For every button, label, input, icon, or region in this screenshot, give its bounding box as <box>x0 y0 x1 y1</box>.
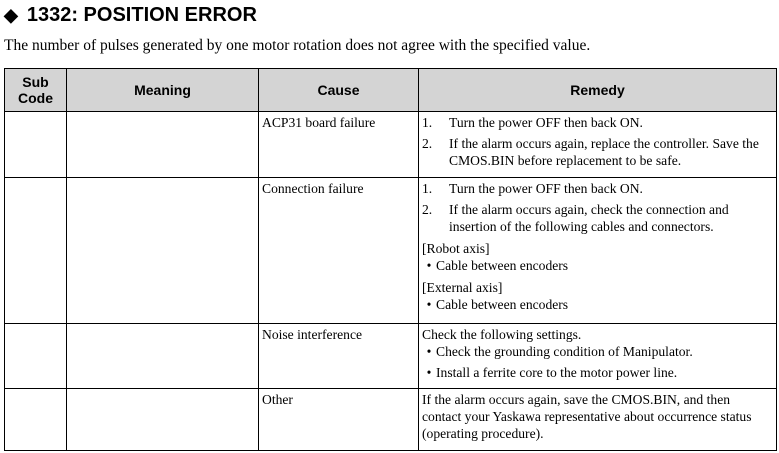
step-text: If the alarm occurs again, check the connection and insertion of the following cables and connectors. <box>449 202 729 234</box>
bullet-list <box>422 296 772 313</box>
bullet-list <box>422 257 772 274</box>
bullet-item <box>422 257 772 274</box>
bullet-text: Cable between encoders <box>436 258 569 273</box>
cause-cell: Noise interference <box>259 324 419 389</box>
header-cause: Cause <box>259 69 419 112</box>
table-row <box>5 389 777 451</box>
table-row <box>5 324 777 389</box>
group-label: [External axis] <box>422 280 503 295</box>
remedy-step <box>422 180 772 197</box>
bullet-icon: • <box>426 258 432 273</box>
meaning-cell <box>67 324 259 389</box>
cause-cell: Other <box>259 389 419 451</box>
step-number: 2. <box>422 136 433 151</box>
bullet-list <box>422 343 772 381</box>
meaning-cell <box>67 112 259 178</box>
table-row <box>5 178 777 324</box>
header-sub-code <box>5 69 67 112</box>
sub-code-cell <box>5 389 67 451</box>
sub-code-cell <box>5 112 67 178</box>
step-number: 1. <box>422 115 433 130</box>
external-axis-group <box>422 279 772 313</box>
cause-cell: ACP31 board failure <box>259 112 419 178</box>
meaning-cell <box>67 389 259 451</box>
remedy-steps <box>422 180 772 235</box>
bullet-item <box>422 296 772 313</box>
header-sub-code-line1: Sub <box>22 74 49 90</box>
bullet-text: Install a ferrite core to the motor power line. <box>436 365 678 380</box>
step-number: 1. <box>422 181 433 196</box>
bullet-item <box>422 364 772 381</box>
bullet-item <box>422 343 772 360</box>
header-sub-code-line2: Code <box>18 90 53 106</box>
title-text: 1332: POSITION ERROR <box>26 3 257 26</box>
header-meaning: Meaning <box>67 69 259 112</box>
bullet-icon: • <box>426 297 432 312</box>
step-text: Turn the power OFF then back ON. <box>449 115 643 130</box>
table-row <box>5 112 777 178</box>
group-label: [Robot axis] <box>422 241 490 256</box>
remedy-text: If the alarm occurs again, save the CMOS.BIN, and then contact your Yaskawa representative about occurrence status (operating procedure). <box>422 392 752 441</box>
remedy-step <box>422 135 772 169</box>
meaning-cell <box>67 178 259 324</box>
remedy-step <box>422 201 772 235</box>
remedy-intro: Check the following settings. <box>422 327 582 342</box>
step-text: Turn the power OFF then back ON. <box>449 181 643 196</box>
remedy-cell <box>419 324 777 389</box>
step-number: 2. <box>422 202 433 217</box>
alarm-table <box>4 68 777 451</box>
header-remedy: Remedy <box>419 69 777 112</box>
diamond-bullet-icon: ◆ <box>4 4 18 25</box>
cause-cell: Connection failure <box>259 178 419 324</box>
remedy-cell <box>419 389 777 451</box>
sub-code-cell <box>5 324 67 389</box>
bullet-icon: • <box>426 365 432 380</box>
page-title <box>4 2 257 28</box>
alarm-description: The number of pulses generated by one motor rotation does not agree with the specified value. <box>4 37 591 54</box>
step-text: If the alarm occurs again, replace the controller. Save the CMOS.BIN before replacement to be safe. <box>449 136 759 168</box>
bullet-text: Cable between encoders <box>436 297 569 312</box>
bullet-text: Check the grounding condition of Manipulator. <box>436 344 693 359</box>
remedy-step <box>422 114 772 131</box>
sub-code-cell <box>5 178 67 324</box>
bullet-icon: • <box>426 344 432 359</box>
remedy-steps <box>422 114 772 169</box>
robot-axis-group <box>422 240 772 274</box>
table-header-row <box>5 69 777 112</box>
remedy-cell <box>419 112 777 178</box>
remedy-cell <box>419 178 777 324</box>
